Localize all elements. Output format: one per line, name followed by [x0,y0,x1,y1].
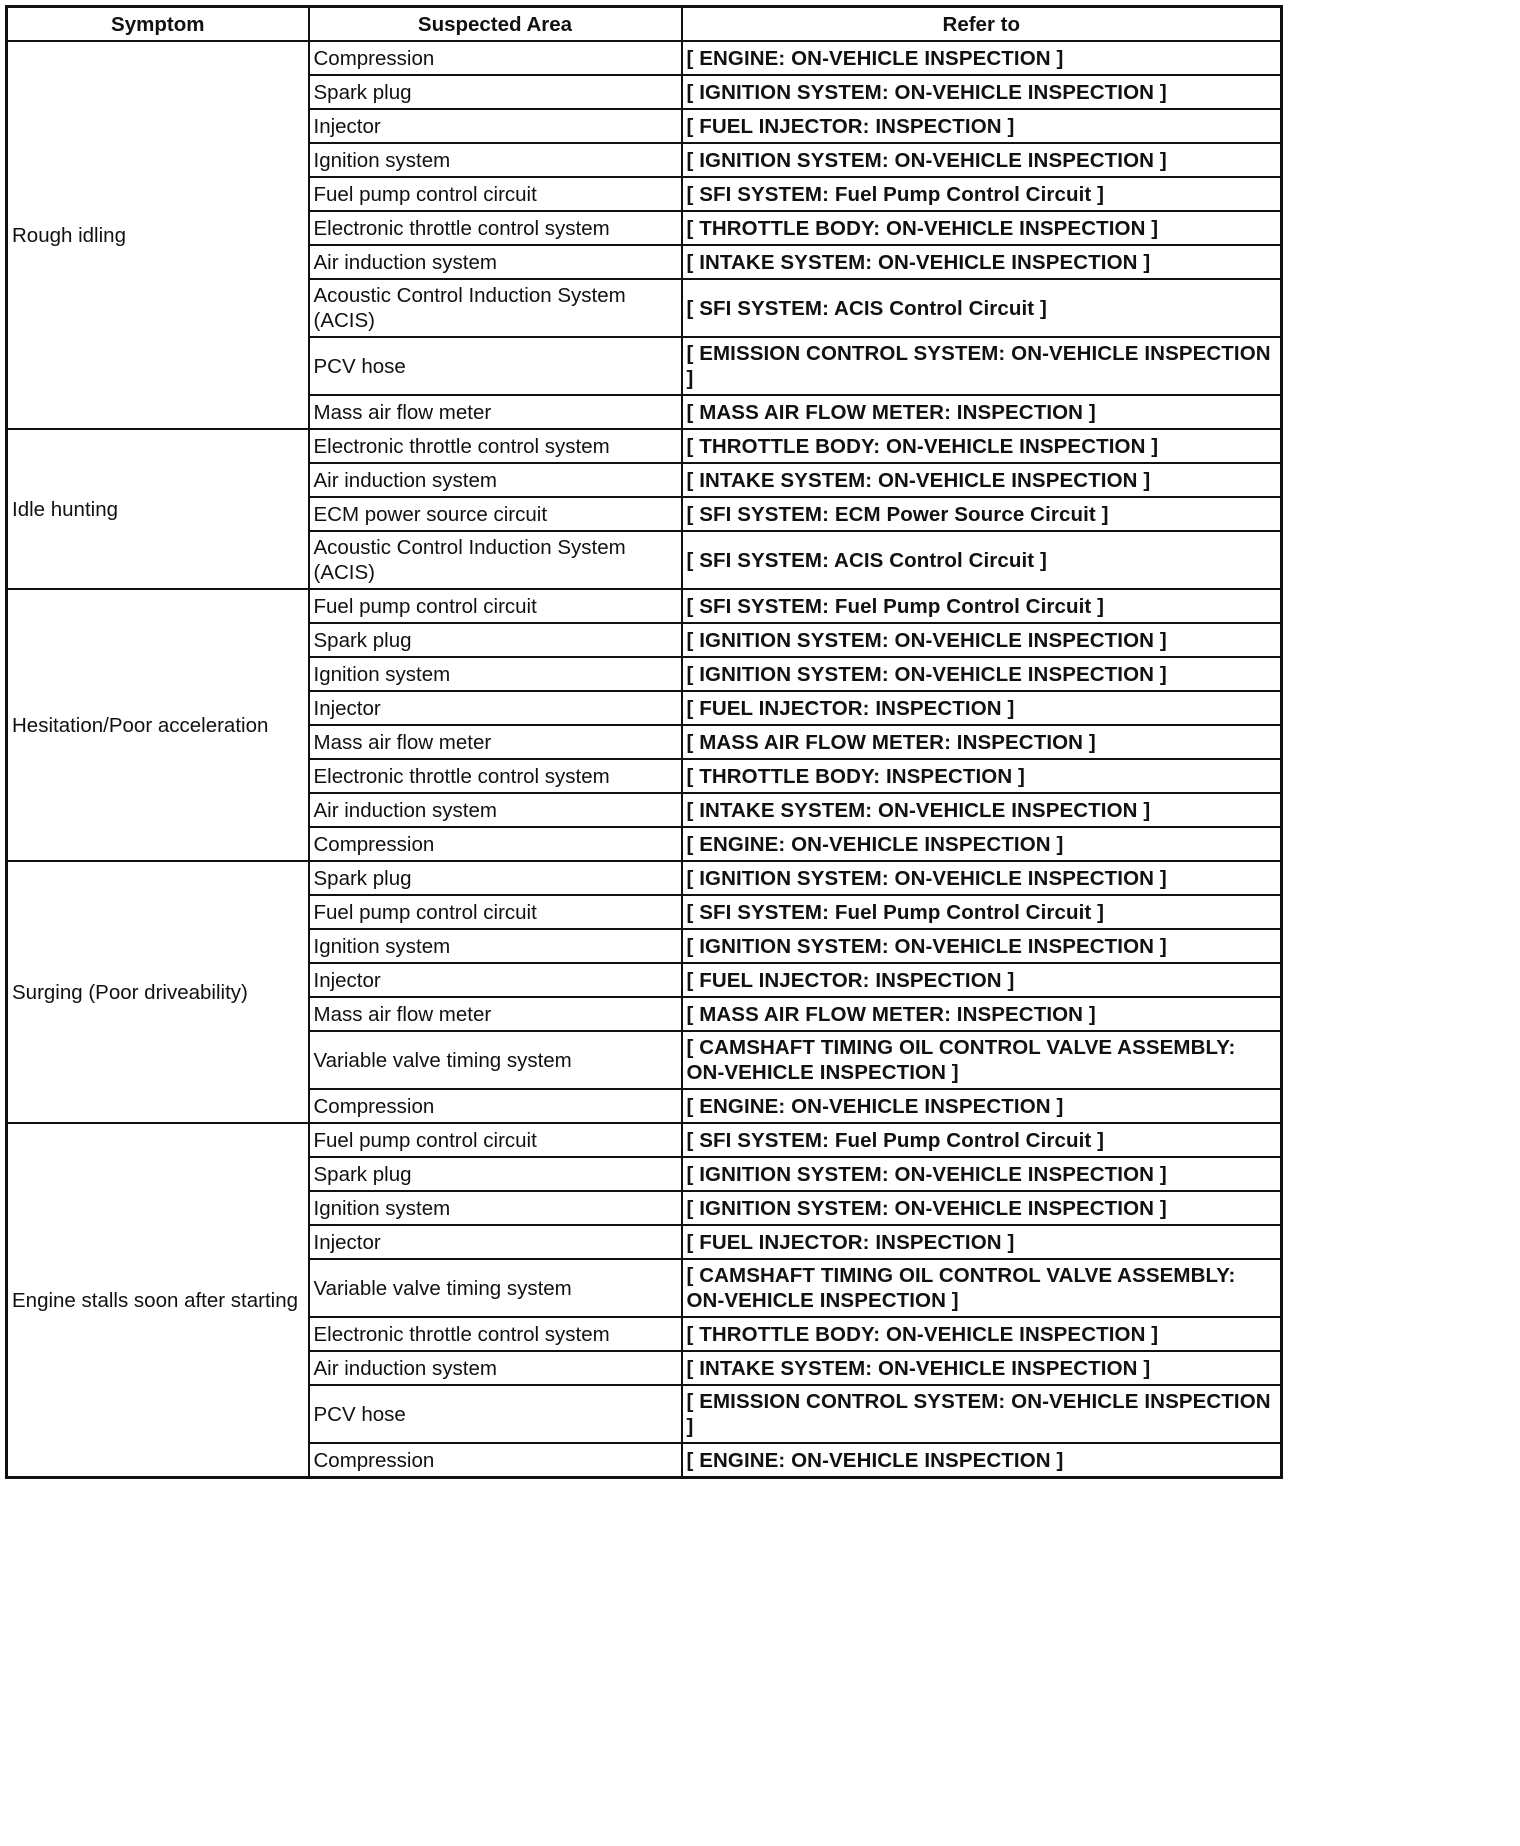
symptom-cell: Idle hunting [7,429,309,589]
refer-to-cell: [ ENGINE: ON-VEHICLE INSPECTION ] [682,1443,1282,1478]
suspected-area-cell: Compression [309,1443,682,1478]
refer-to-cell: [ INTAKE SYSTEM: ON-VEHICLE INSPECTION ] [682,463,1282,497]
table-row [7,861,1282,895]
suspected-area-cell: Acoustic Control Induction System (ACIS) [309,531,682,589]
table-header [7,7,1282,42]
refer-to-cell: [ THROTTLE BODY: ON-VEHICLE INSPECTION ] [682,429,1282,463]
suspected-area-cell: Compression [309,1089,682,1123]
refer-to-cell: [ THROTTLE BODY: ON-VEHICLE INSPECTION ] [682,1317,1282,1351]
refer-to-cell: [ THROTTLE BODY: ON-VEHICLE INSPECTION ] [682,211,1282,245]
symptom-table [5,5,1283,1479]
refer-to-cell: [ FUEL INJECTOR: INSPECTION ] [682,1225,1282,1259]
suspected-area-cell: Electronic throttle control system [309,211,682,245]
refer-to-cell: [ INTAKE SYSTEM: ON-VEHICLE INSPECTION ] [682,245,1282,279]
suspected-area-cell: Injector [309,1225,682,1259]
suspected-area-cell: Electronic throttle control system [309,429,682,463]
refer-to-cell: [ IGNITION SYSTEM: ON-VEHICLE INSPECTION ] [682,657,1282,691]
refer-to-column-header: Refer to [682,7,1282,42]
refer-to-cell: [ MASS AIR FLOW METER: INSPECTION ] [682,725,1282,759]
suspected-area-cell: Ignition system [309,657,682,691]
refer-to-cell: [ MASS AIR FLOW METER: INSPECTION ] [682,997,1282,1031]
refer-to-cell: [ SFI SYSTEM: Fuel Pump Control Circuit ] [682,589,1282,623]
suspected-area-cell: Compression [309,827,682,861]
refer-to-cell: [ INTAKE SYSTEM: ON-VEHICLE INSPECTION ] [682,793,1282,827]
suspected-area-cell: Acoustic Control Induction System (ACIS) [309,279,682,337]
refer-to-cell: [ SFI SYSTEM: ACIS Control Circuit ] [682,531,1282,589]
suspected-area-cell: ECM power source circuit [309,497,682,531]
suspected-area-cell: Mass air flow meter [309,997,682,1031]
refer-to-cell: [ THROTTLE BODY: INSPECTION ] [682,759,1282,793]
refer-to-cell: [ IGNITION SYSTEM: ON-VEHICLE INSPECTION ] [682,1191,1282,1225]
suspected-area-cell: PCV hose [309,337,682,395]
refer-to-cell: [ SFI SYSTEM: ACIS Control Circuit ] [682,279,1282,337]
suspected-area-cell: Fuel pump control circuit [309,177,682,211]
refer-to-cell: [ CAMSHAFT TIMING OIL CONTROL VALVE ASSEMBLY: ON-VEHICLE INSPECTION ] [682,1259,1282,1317]
suspected-area-cell: Spark plug [309,1157,682,1191]
symptom-cell: Hesitation/Poor acceleration [7,589,309,861]
suspected-area-cell: Mass air flow meter [309,395,682,429]
refer-to-cell: [ IGNITION SYSTEM: ON-VEHICLE INSPECTION ] [682,861,1282,895]
refer-to-cell: [ SFI SYSTEM: ECM Power Source Circuit ] [682,497,1282,531]
suspected-area-cell: Injector [309,963,682,997]
refer-to-cell: [ INTAKE SYSTEM: ON-VEHICLE INSPECTION ] [682,1351,1282,1385]
refer-to-cell: [ IGNITION SYSTEM: ON-VEHICLE INSPECTION ] [682,1157,1282,1191]
refer-to-cell: [ ENGINE: ON-VEHICLE INSPECTION ] [682,1089,1282,1123]
suspected-area-cell: Injector [309,109,682,143]
refer-to-cell: [ IGNITION SYSTEM: ON-VEHICLE INSPECTION ] [682,623,1282,657]
suspected-area-cell: Fuel pump control circuit [309,589,682,623]
suspected-area-cell: Air induction system [309,463,682,497]
refer-to-cell: [ SFI SYSTEM: Fuel Pump Control Circuit ] [682,895,1282,929]
refer-to-cell: [ IGNITION SYSTEM: ON-VEHICLE INSPECTION ] [682,929,1282,963]
suspected-area-cell: Air induction system [309,793,682,827]
refer-to-cell: [ FUEL INJECTOR: INSPECTION ] [682,691,1282,725]
table-body [7,41,1282,1478]
suspected-area-cell: Electronic throttle control system [309,1317,682,1351]
table-row [7,589,1282,623]
suspected-area-cell: Variable valve timing system [309,1031,682,1089]
suspected-area-column-header: Suspected Area [309,7,682,42]
refer-to-cell: [ MASS AIR FLOW METER: INSPECTION ] [682,395,1282,429]
suspected-area-cell: Ignition system [309,929,682,963]
symptom-cell: Surging (Poor driveability) [7,861,309,1123]
refer-to-cell: [ SFI SYSTEM: Fuel Pump Control Circuit ] [682,177,1282,211]
suspected-area-cell: Ignition system [309,143,682,177]
suspected-area-cell: Spark plug [309,861,682,895]
table-row [7,41,1282,75]
suspected-area-cell: Fuel pump control circuit [309,895,682,929]
refer-to-cell: [ IGNITION SYSTEM: ON-VEHICLE INSPECTION ] [682,75,1282,109]
refer-to-cell: [ SFI SYSTEM: Fuel Pump Control Circuit ] [682,1123,1282,1157]
refer-to-cell: [ ENGINE: ON-VEHICLE INSPECTION ] [682,827,1282,861]
table-row [7,429,1282,463]
refer-to-cell: [ FUEL INJECTOR: INSPECTION ] [682,963,1282,997]
suspected-area-cell: Mass air flow meter [309,725,682,759]
suspected-area-cell: Variable valve timing system [309,1259,682,1317]
header-row [7,7,1282,42]
refer-to-cell: [ FUEL INJECTOR: INSPECTION ] [682,109,1282,143]
suspected-area-cell: Air induction system [309,1351,682,1385]
suspected-area-cell: Spark plug [309,623,682,657]
suspected-area-cell: Spark plug [309,75,682,109]
symptom-cell: Engine stalls soon after starting [7,1123,309,1478]
suspected-area-cell: Electronic throttle control system [309,759,682,793]
suspected-area-cell: Compression [309,41,682,75]
symptom-column-header: Symptom [7,7,309,42]
suspected-area-cell: Fuel pump control circuit [309,1123,682,1157]
table-row [7,1123,1282,1157]
suspected-area-cell: Ignition system [309,1191,682,1225]
refer-to-cell: [ CAMSHAFT TIMING OIL CONTROL VALVE ASSEMBLY: ON-VEHICLE INSPECTION ] [682,1031,1282,1089]
suspected-area-cell: Injector [309,691,682,725]
suspected-area-cell: PCV hose [309,1385,682,1443]
refer-to-cell: [ EMISSION CONTROL SYSTEM: ON-VEHICLE INSPECTION ] [682,1385,1282,1443]
refer-to-cell: [ IGNITION SYSTEM: ON-VEHICLE INSPECTION ] [682,143,1282,177]
refer-to-cell: [ ENGINE: ON-VEHICLE INSPECTION ] [682,41,1282,75]
suspected-area-cell: Air induction system [309,245,682,279]
refer-to-cell: [ EMISSION CONTROL SYSTEM: ON-VEHICLE INSPECTION ] [682,337,1282,395]
symptom-cell: Rough idling [7,41,309,429]
